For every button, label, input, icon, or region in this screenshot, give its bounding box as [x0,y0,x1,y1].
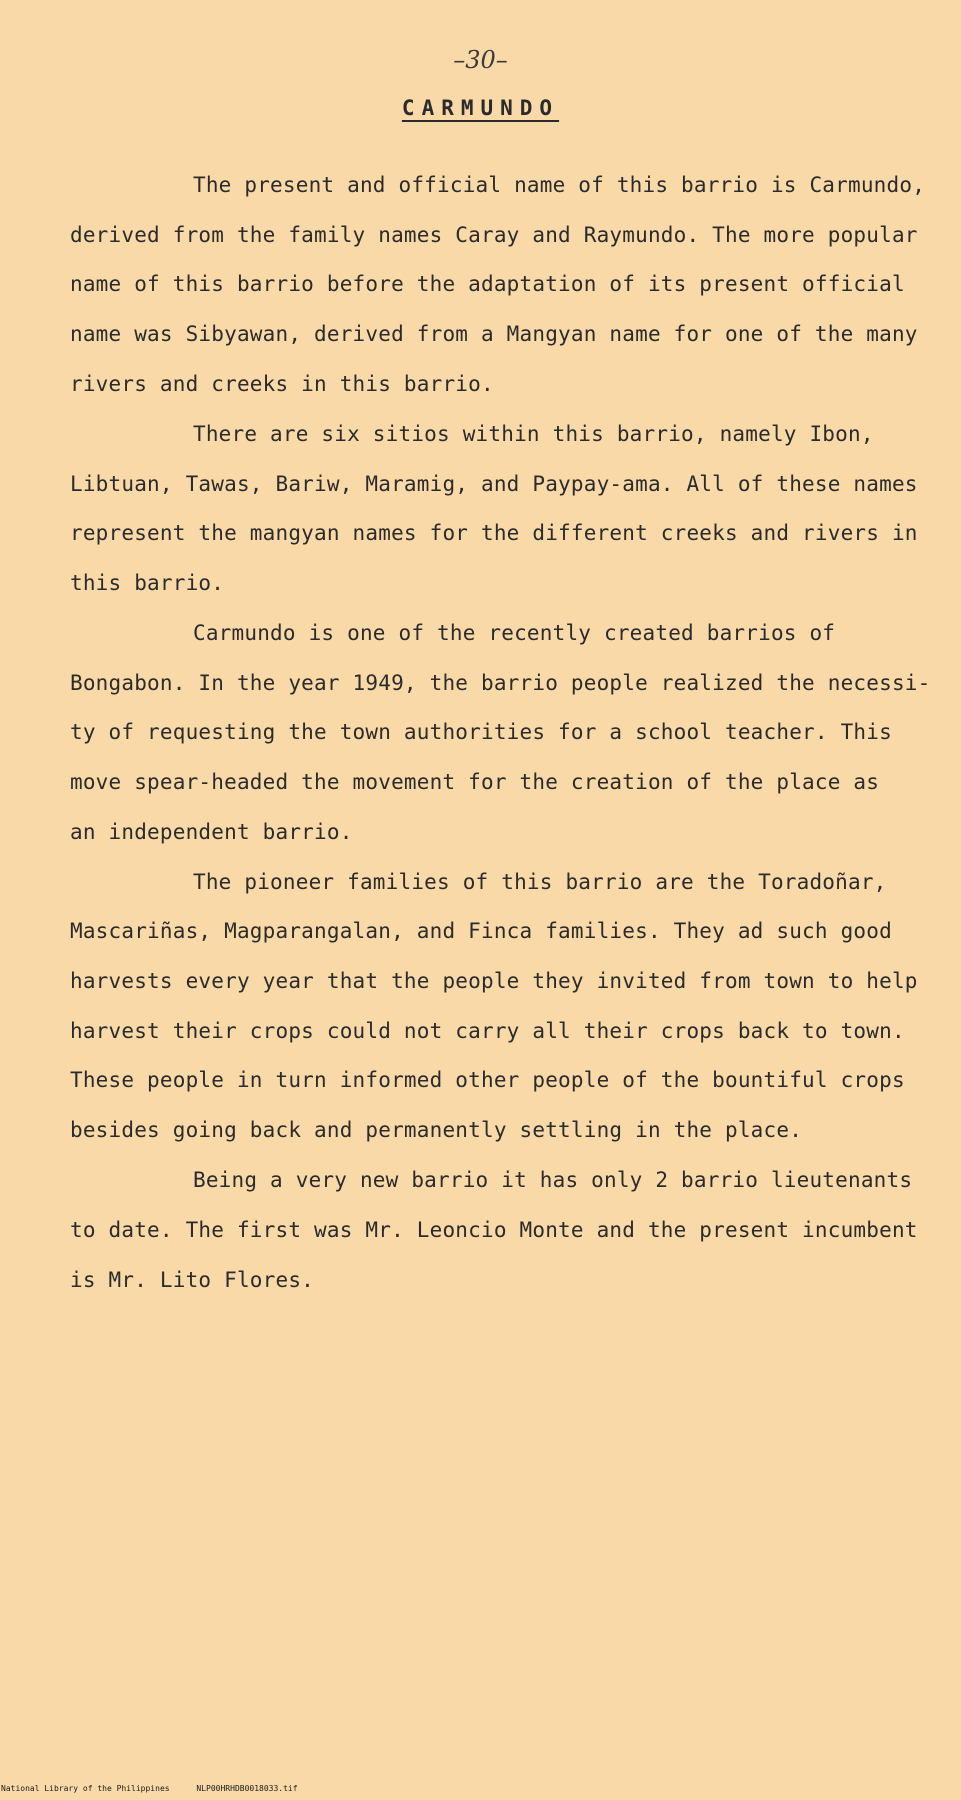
footer-library: National Library of the Philippines [1,1784,170,1793]
text-line: These people in turn informed other people of the bountiful crops [70,1068,905,1092]
text-line: derived from the family names Caray and Raymundo. The more popular [70,223,918,247]
page-title: CARMUNDO [401,96,560,120]
text-line: There are six sitios within this barrio, namely Ibon, [193,422,874,446]
text-line: an independent barrio. [70,820,353,844]
text-line: ty of requesting the town authorities for a school teacher. This [70,720,892,744]
page-number: –30– [453,46,508,74]
text-line: Being a very new barrio it has only 2 barrio lieutenants [193,1168,913,1192]
text-line: rivers and creeks in this barrio. [70,372,494,396]
text-line: besides going back and permanently settling in the place. [70,1118,803,1142]
text-line: Mascariñas, Magparangalan, and Finca families. They ad such good [70,919,892,943]
text-line: The present and official name of this barrio is Carmundo, [193,173,926,197]
text-line: move spear-headed the movement for the creation of the place as [70,770,880,794]
text-line: this barrio. [70,571,225,595]
footer-filename: NLP00HRHDB0018033.tif [196,1784,298,1793]
scan-footer [1,1784,320,1793]
text-line: to date. The first was Mr. Leoncio Monte and the present incumbent [70,1218,918,1242]
text-line: is Mr. Lito Flores. [70,1268,315,1292]
text-line: name of this barrio before the adaptation of its present official [70,272,905,296]
text-line: Bongabon. In the year 1949, the barrio people realized the necessi- [70,671,931,695]
text-line: Libtuan, Tawas, Bariw, Maramig, and Paypay-ama. All of these names [70,472,918,496]
text-line: harvests every year that the people they invited from town to help [70,969,918,993]
text-line: Carmundo is one of the recently created barrios of [193,621,836,645]
text-line: represent the mangyan names for the different creeks and rivers in [70,521,918,545]
text-line: The pioneer families of this barrio are the Toradoñar, [193,870,887,894]
text-line: harvest their crops could not carry all their crops back to town. [70,1019,905,1043]
text-line: name was Sibyawan, derived from a Mangyan name for one of the many [70,322,918,346]
